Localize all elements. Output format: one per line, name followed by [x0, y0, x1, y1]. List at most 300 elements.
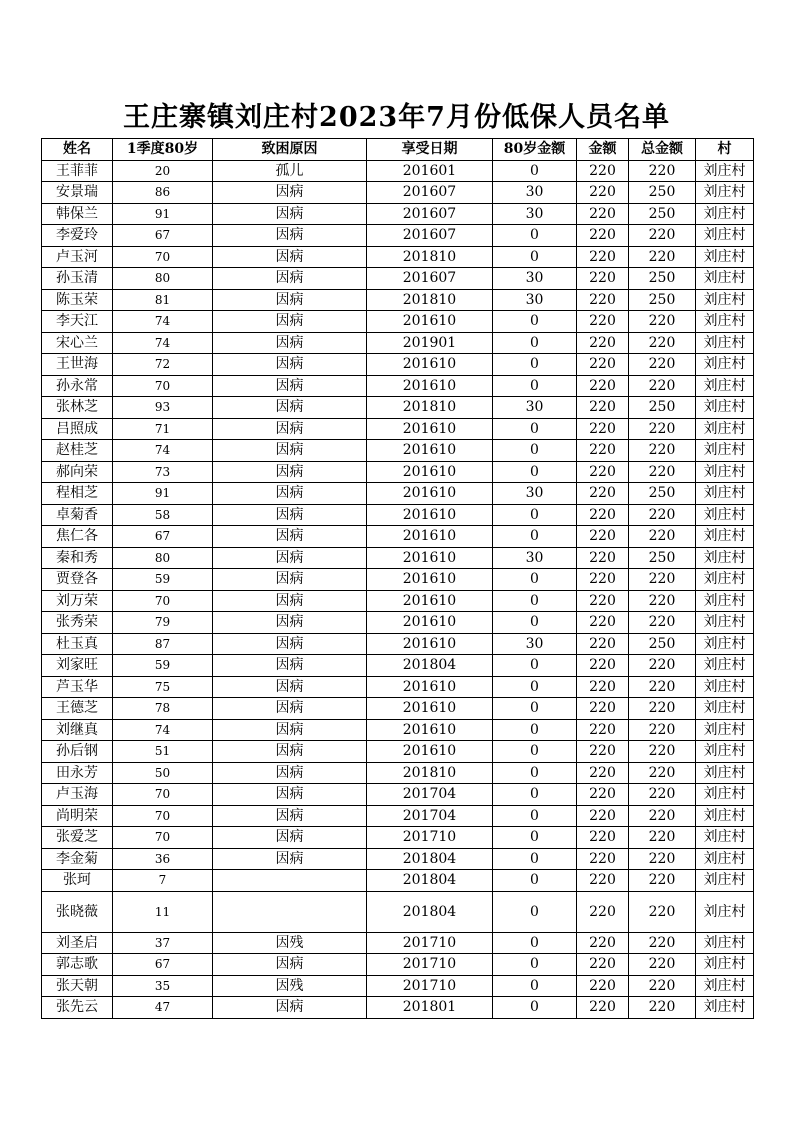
- cell-name: 贾登各: [42, 569, 113, 591]
- cell-80-amount: 30: [493, 547, 577, 569]
- cell-village: 刘庄村: [696, 526, 754, 548]
- cell-date: 201610: [367, 698, 493, 720]
- cell-date: 201710: [367, 954, 493, 976]
- cell-80-amount: 0: [493, 311, 577, 333]
- cell-q1-80: 74: [113, 719, 213, 741]
- cell-80-amount: 0: [493, 612, 577, 634]
- header-80-amount: 80岁金额: [493, 139, 577, 161]
- cell-total: 220: [629, 332, 696, 354]
- cell-total: 250: [629, 483, 696, 505]
- table-row: [42, 954, 754, 976]
- cell-date: 201810: [367, 397, 493, 419]
- cell-date: 201804: [367, 891, 493, 932]
- cell-total: 220: [629, 784, 696, 806]
- cell-80-amount: 0: [493, 762, 577, 784]
- cell-reason: 因病: [213, 354, 367, 376]
- cell-date: 201710: [367, 975, 493, 997]
- cell-q1-80: 71: [113, 418, 213, 440]
- table-header-row: [42, 139, 754, 161]
- cell-reason: 因病: [213, 805, 367, 827]
- cell-name: 卓菊香: [42, 504, 113, 526]
- cell-reason: 因病: [213, 612, 367, 634]
- table-row: [42, 547, 754, 569]
- cell-amount: 220: [577, 655, 629, 677]
- cell-total: 220: [629, 569, 696, 591]
- cell-reason: 因病: [213, 268, 367, 290]
- cell-q1-80: 80: [113, 268, 213, 290]
- cell-total: 250: [629, 268, 696, 290]
- cell-village: 刘庄村: [696, 569, 754, 591]
- table-row: [42, 504, 754, 526]
- cell-total: 220: [629, 225, 696, 247]
- cell-village: 刘庄村: [696, 784, 754, 806]
- cell-q1-80: 91: [113, 203, 213, 225]
- cell-village: 刘庄村: [696, 397, 754, 419]
- cell-amount: 220: [577, 975, 629, 997]
- table-row: [42, 461, 754, 483]
- table-row: [42, 676, 754, 698]
- cell-total: 250: [629, 182, 696, 204]
- cell-total: 220: [629, 932, 696, 954]
- cell-village: 刘庄村: [696, 504, 754, 526]
- cell-name: 孙玉清: [42, 268, 113, 290]
- cell-q1-80: 86: [113, 182, 213, 204]
- cell-80-amount: 0: [493, 870, 577, 892]
- cell-name: 宋心兰: [42, 332, 113, 354]
- cell-amount: 220: [577, 397, 629, 419]
- cell-reason: 因病: [213, 225, 367, 247]
- cell-80-amount: 30: [493, 203, 577, 225]
- cell-total: 220: [629, 805, 696, 827]
- cell-q1-80: 59: [113, 655, 213, 677]
- cell-total: 220: [629, 870, 696, 892]
- cell-name: 李天江: [42, 311, 113, 333]
- table-row: [42, 698, 754, 720]
- cell-q1-80: 7: [113, 870, 213, 892]
- cell-name: 杜玉真: [42, 633, 113, 655]
- table-row: [42, 397, 754, 419]
- cell-total: 220: [629, 246, 696, 268]
- cell-total: 220: [629, 590, 696, 612]
- cell-village: 刘庄村: [696, 547, 754, 569]
- cell-amount: 220: [577, 483, 629, 505]
- cell-amount: 220: [577, 203, 629, 225]
- cell-amount: 220: [577, 569, 629, 591]
- cell-date: 201610: [367, 354, 493, 376]
- table-row: [42, 932, 754, 954]
- cell-q1-80: 67: [113, 225, 213, 247]
- table-row: [42, 805, 754, 827]
- cell-amount: 220: [577, 547, 629, 569]
- cell-name: 张林芝: [42, 397, 113, 419]
- cell-amount: 220: [577, 268, 629, 290]
- cell-name: 李金菊: [42, 848, 113, 870]
- table-row: [42, 375, 754, 397]
- cell-q1-80: 91: [113, 483, 213, 505]
- table-row: [42, 762, 754, 784]
- cell-80-amount: 30: [493, 483, 577, 505]
- cell-village: 刘庄村: [696, 954, 754, 976]
- cell-reason: 因病: [213, 418, 367, 440]
- cell-80-amount: 0: [493, 698, 577, 720]
- table-row: [42, 483, 754, 505]
- cell-total: 220: [629, 461, 696, 483]
- cell-name: 安景瑞: [42, 182, 113, 204]
- table-row: [42, 997, 754, 1019]
- cell-village: 刘庄村: [696, 225, 754, 247]
- cell-village: 刘庄村: [696, 332, 754, 354]
- cell-name: 郭志歌: [42, 954, 113, 976]
- cell-reason: [213, 870, 367, 892]
- cell-reason: 因病: [213, 375, 367, 397]
- cell-total: 220: [629, 440, 696, 462]
- cell-village: 刘庄村: [696, 719, 754, 741]
- cell-80-amount: 0: [493, 676, 577, 698]
- cell-reason: 因病: [213, 698, 367, 720]
- cell-q1-80: 67: [113, 954, 213, 976]
- cell-q1-80: 75: [113, 676, 213, 698]
- cell-reason: 因病: [213, 332, 367, 354]
- cell-80-amount: 0: [493, 805, 577, 827]
- table-row: [42, 289, 754, 311]
- cell-q1-80: 81: [113, 289, 213, 311]
- cell-amount: 220: [577, 719, 629, 741]
- cell-80-amount: 0: [493, 784, 577, 806]
- cell-80-amount: 0: [493, 354, 577, 376]
- cell-reason: 因病: [213, 719, 367, 741]
- cell-village: 刘庄村: [696, 246, 754, 268]
- cell-amount: 220: [577, 762, 629, 784]
- cell-q1-80: 74: [113, 311, 213, 333]
- cell-80-amount: 0: [493, 160, 577, 182]
- cell-q1-80: 70: [113, 375, 213, 397]
- cell-amount: 220: [577, 289, 629, 311]
- cell-total: 220: [629, 418, 696, 440]
- cell-name: 刘继真: [42, 719, 113, 741]
- cell-total: 220: [629, 719, 696, 741]
- cell-80-amount: 0: [493, 741, 577, 763]
- cell-village: 刘庄村: [696, 289, 754, 311]
- header-reason: 致困原因: [213, 139, 367, 161]
- subsidy-table: [41, 138, 754, 1019]
- cell-reason: [213, 891, 367, 932]
- cell-80-amount: 0: [493, 246, 577, 268]
- cell-total: 250: [629, 289, 696, 311]
- cell-reason: 因病: [213, 590, 367, 612]
- cell-village: 刘庄村: [696, 440, 754, 462]
- table-row: [42, 784, 754, 806]
- cell-village: 刘庄村: [696, 698, 754, 720]
- cell-80-amount: 0: [493, 590, 577, 612]
- cell-80-amount: 30: [493, 633, 577, 655]
- cell-name: 刘万荣: [42, 590, 113, 612]
- cell-q1-80: 50: [113, 762, 213, 784]
- cell-total: 220: [629, 827, 696, 849]
- cell-amount: 220: [577, 997, 629, 1019]
- cell-amount: 220: [577, 440, 629, 462]
- cell-name: 刘圣启: [42, 932, 113, 954]
- cell-q1-80: 20: [113, 160, 213, 182]
- cell-date: 201610: [367, 483, 493, 505]
- cell-80-amount: 0: [493, 997, 577, 1019]
- cell-village: 刘庄村: [696, 805, 754, 827]
- cell-total: 220: [629, 698, 696, 720]
- cell-reason: 因残: [213, 975, 367, 997]
- cell-reason: 因病: [213, 440, 367, 462]
- cell-village: 刘庄村: [696, 741, 754, 763]
- header-date: 享受日期: [367, 139, 493, 161]
- cell-80-amount: 0: [493, 461, 577, 483]
- cell-date: 201710: [367, 932, 493, 954]
- header-name: 姓名: [42, 139, 113, 161]
- cell-amount: 220: [577, 418, 629, 440]
- cell-total: 220: [629, 975, 696, 997]
- table-row: [42, 655, 754, 677]
- cell-reason: 因残: [213, 932, 367, 954]
- cell-date: 201610: [367, 461, 493, 483]
- cell-80-amount: 0: [493, 569, 577, 591]
- cell-80-amount: 0: [493, 526, 577, 548]
- cell-reason: 因病: [213, 655, 367, 677]
- cell-date: 201610: [367, 418, 493, 440]
- cell-village: 刘庄村: [696, 590, 754, 612]
- cell-reason: 因病: [213, 676, 367, 698]
- table-row: [42, 440, 754, 462]
- cell-amount: 220: [577, 954, 629, 976]
- cell-date: 201610: [367, 612, 493, 634]
- cell-80-amount: 0: [493, 848, 577, 870]
- cell-q1-80: 79: [113, 612, 213, 634]
- cell-total: 250: [629, 203, 696, 225]
- cell-date: 201804: [367, 655, 493, 677]
- cell-80-amount: 0: [493, 440, 577, 462]
- cell-total: 220: [629, 762, 696, 784]
- cell-village: 刘庄村: [696, 676, 754, 698]
- cell-date: 201601: [367, 160, 493, 182]
- cell-reason: 因病: [213, 784, 367, 806]
- cell-80-amount: 0: [493, 932, 577, 954]
- cell-name: 韩保兰: [42, 203, 113, 225]
- cell-80-amount: 0: [493, 827, 577, 849]
- cell-total: 220: [629, 160, 696, 182]
- cell-total: 220: [629, 375, 696, 397]
- cell-date: 201610: [367, 569, 493, 591]
- cell-q1-80: 37: [113, 932, 213, 954]
- cell-total: 220: [629, 655, 696, 677]
- cell-date: 201804: [367, 870, 493, 892]
- table-row: [42, 354, 754, 376]
- cell-village: 刘庄村: [696, 997, 754, 1019]
- table-row: [42, 225, 754, 247]
- cell-80-amount: 0: [493, 375, 577, 397]
- cell-total: 220: [629, 311, 696, 333]
- cell-date: 201704: [367, 805, 493, 827]
- cell-date: 201610: [367, 504, 493, 526]
- cell-reason: 因病: [213, 289, 367, 311]
- cell-village: 刘庄村: [696, 182, 754, 204]
- cell-name: 张爱芝: [42, 827, 113, 849]
- cell-amount: 220: [577, 354, 629, 376]
- page-title: 王庄寨镇刘庄村2023年7月份低保人员名单: [123, 102, 670, 133]
- table-row: [42, 870, 754, 892]
- cell-80-amount: 0: [493, 954, 577, 976]
- cell-date: 201610: [367, 547, 493, 569]
- cell-name: 孙永常: [42, 375, 113, 397]
- cell-q1-80: 74: [113, 440, 213, 462]
- table-row: [42, 827, 754, 849]
- cell-amount: 220: [577, 182, 629, 204]
- cell-total: 220: [629, 612, 696, 634]
- cell-q1-80: 78: [113, 698, 213, 720]
- table-row: [42, 590, 754, 612]
- table-row: [42, 633, 754, 655]
- cell-date: 201610: [367, 719, 493, 741]
- cell-village: 刘庄村: [696, 203, 754, 225]
- cell-total: 220: [629, 526, 696, 548]
- cell-total: 220: [629, 997, 696, 1019]
- cell-reason: 因病: [213, 182, 367, 204]
- table-row: [42, 891, 754, 932]
- cell-name: 陈玉荣: [42, 289, 113, 311]
- cell-amount: 220: [577, 676, 629, 698]
- cell-date: 201810: [367, 289, 493, 311]
- cell-reason: 因病: [213, 741, 367, 763]
- cell-q1-80: 11: [113, 891, 213, 932]
- table-row: [42, 975, 754, 997]
- cell-amount: 220: [577, 891, 629, 932]
- cell-name: 秦和秀: [42, 547, 113, 569]
- cell-reason: 因病: [213, 203, 367, 225]
- cell-date: 201801: [367, 997, 493, 1019]
- header-total: 总金额: [629, 139, 696, 161]
- cell-name: 卢玉海: [42, 784, 113, 806]
- cell-amount: 220: [577, 375, 629, 397]
- cell-date: 201610: [367, 676, 493, 698]
- cell-q1-80: 70: [113, 590, 213, 612]
- cell-village: 刘庄村: [696, 762, 754, 784]
- cell-village: 刘庄村: [696, 612, 754, 634]
- cell-date: 201804: [367, 848, 493, 870]
- cell-name: 张秀荣: [42, 612, 113, 634]
- header-amount: 金额: [577, 139, 629, 161]
- cell-amount: 220: [577, 932, 629, 954]
- cell-q1-80: 47: [113, 997, 213, 1019]
- cell-village: 刘庄村: [696, 160, 754, 182]
- cell-name: 焦仁各: [42, 526, 113, 548]
- cell-reason: 因病: [213, 526, 367, 548]
- cell-80-amount: 0: [493, 504, 577, 526]
- cell-village: 刘庄村: [696, 375, 754, 397]
- cell-total: 220: [629, 848, 696, 870]
- cell-amount: 220: [577, 741, 629, 763]
- cell-80-amount: 0: [493, 891, 577, 932]
- cell-village: 刘庄村: [696, 655, 754, 677]
- cell-reason: 因病: [213, 848, 367, 870]
- cell-80-amount: 0: [493, 418, 577, 440]
- cell-amount: 220: [577, 526, 629, 548]
- cell-date: 201610: [367, 311, 493, 333]
- cell-date: 201610: [367, 375, 493, 397]
- cell-amount: 220: [577, 332, 629, 354]
- cell-name: 尚明荣: [42, 805, 113, 827]
- cell-q1-80: 36: [113, 848, 213, 870]
- cell-reason: 因病: [213, 483, 367, 505]
- cell-name: 卢玉河: [42, 246, 113, 268]
- cell-total: 250: [629, 547, 696, 569]
- table-row: [42, 526, 754, 548]
- table-row: [42, 203, 754, 225]
- cell-80-amount: 30: [493, 268, 577, 290]
- cell-q1-80: 51: [113, 741, 213, 763]
- table-row: [42, 311, 754, 333]
- cell-name: 李爱玲: [42, 225, 113, 247]
- cell-name: 吕照成: [42, 418, 113, 440]
- cell-date: 201901: [367, 332, 493, 354]
- cell-q1-80: 72: [113, 354, 213, 376]
- cell-date: 201610: [367, 526, 493, 548]
- cell-name: 程相芝: [42, 483, 113, 505]
- cell-total: 220: [629, 504, 696, 526]
- cell-q1-80: 73: [113, 461, 213, 483]
- cell-name: 赵桂芝: [42, 440, 113, 462]
- cell-name: 芦玉华: [42, 676, 113, 698]
- cell-amount: 220: [577, 612, 629, 634]
- cell-reason: 因病: [213, 397, 367, 419]
- cell-reason: 因病: [213, 997, 367, 1019]
- cell-q1-80: 67: [113, 526, 213, 548]
- cell-total: 220: [629, 676, 696, 698]
- cell-reason: 因病: [213, 547, 367, 569]
- table-row: [42, 246, 754, 268]
- cell-amount: 220: [577, 698, 629, 720]
- cell-amount: 220: [577, 160, 629, 182]
- header-q1-80: 1季度80岁: [113, 139, 213, 161]
- cell-village: 刘庄村: [696, 848, 754, 870]
- cell-village: 刘庄村: [696, 311, 754, 333]
- table-row: [42, 418, 754, 440]
- cell-total: 220: [629, 741, 696, 763]
- cell-q1-80: 35: [113, 975, 213, 997]
- cell-amount: 220: [577, 246, 629, 268]
- cell-amount: 220: [577, 784, 629, 806]
- cell-amount: 220: [577, 633, 629, 655]
- cell-village: 刘庄村: [696, 932, 754, 954]
- cell-village: 刘庄村: [696, 870, 754, 892]
- cell-village: 刘庄村: [696, 827, 754, 849]
- cell-date: 201607: [367, 225, 493, 247]
- cell-reason: 因病: [213, 311, 367, 333]
- cell-date: 201607: [367, 268, 493, 290]
- cell-reason: 因病: [213, 954, 367, 976]
- cell-total: 220: [629, 354, 696, 376]
- cell-reason: 因病: [213, 633, 367, 655]
- cell-q1-80: 70: [113, 246, 213, 268]
- cell-date: 201610: [367, 590, 493, 612]
- cell-date: 201610: [367, 633, 493, 655]
- cell-village: 刘庄村: [696, 891, 754, 932]
- cell-80-amount: 0: [493, 332, 577, 354]
- cell-amount: 220: [577, 311, 629, 333]
- cell-name: 张天朝: [42, 975, 113, 997]
- cell-village: 刘庄村: [696, 483, 754, 505]
- cell-date: 201610: [367, 440, 493, 462]
- cell-name: 郝向荣: [42, 461, 113, 483]
- cell-q1-80: 93: [113, 397, 213, 419]
- cell-village: 刘庄村: [696, 268, 754, 290]
- cell-amount: 220: [577, 590, 629, 612]
- cell-amount: 220: [577, 870, 629, 892]
- cell-q1-80: 87: [113, 633, 213, 655]
